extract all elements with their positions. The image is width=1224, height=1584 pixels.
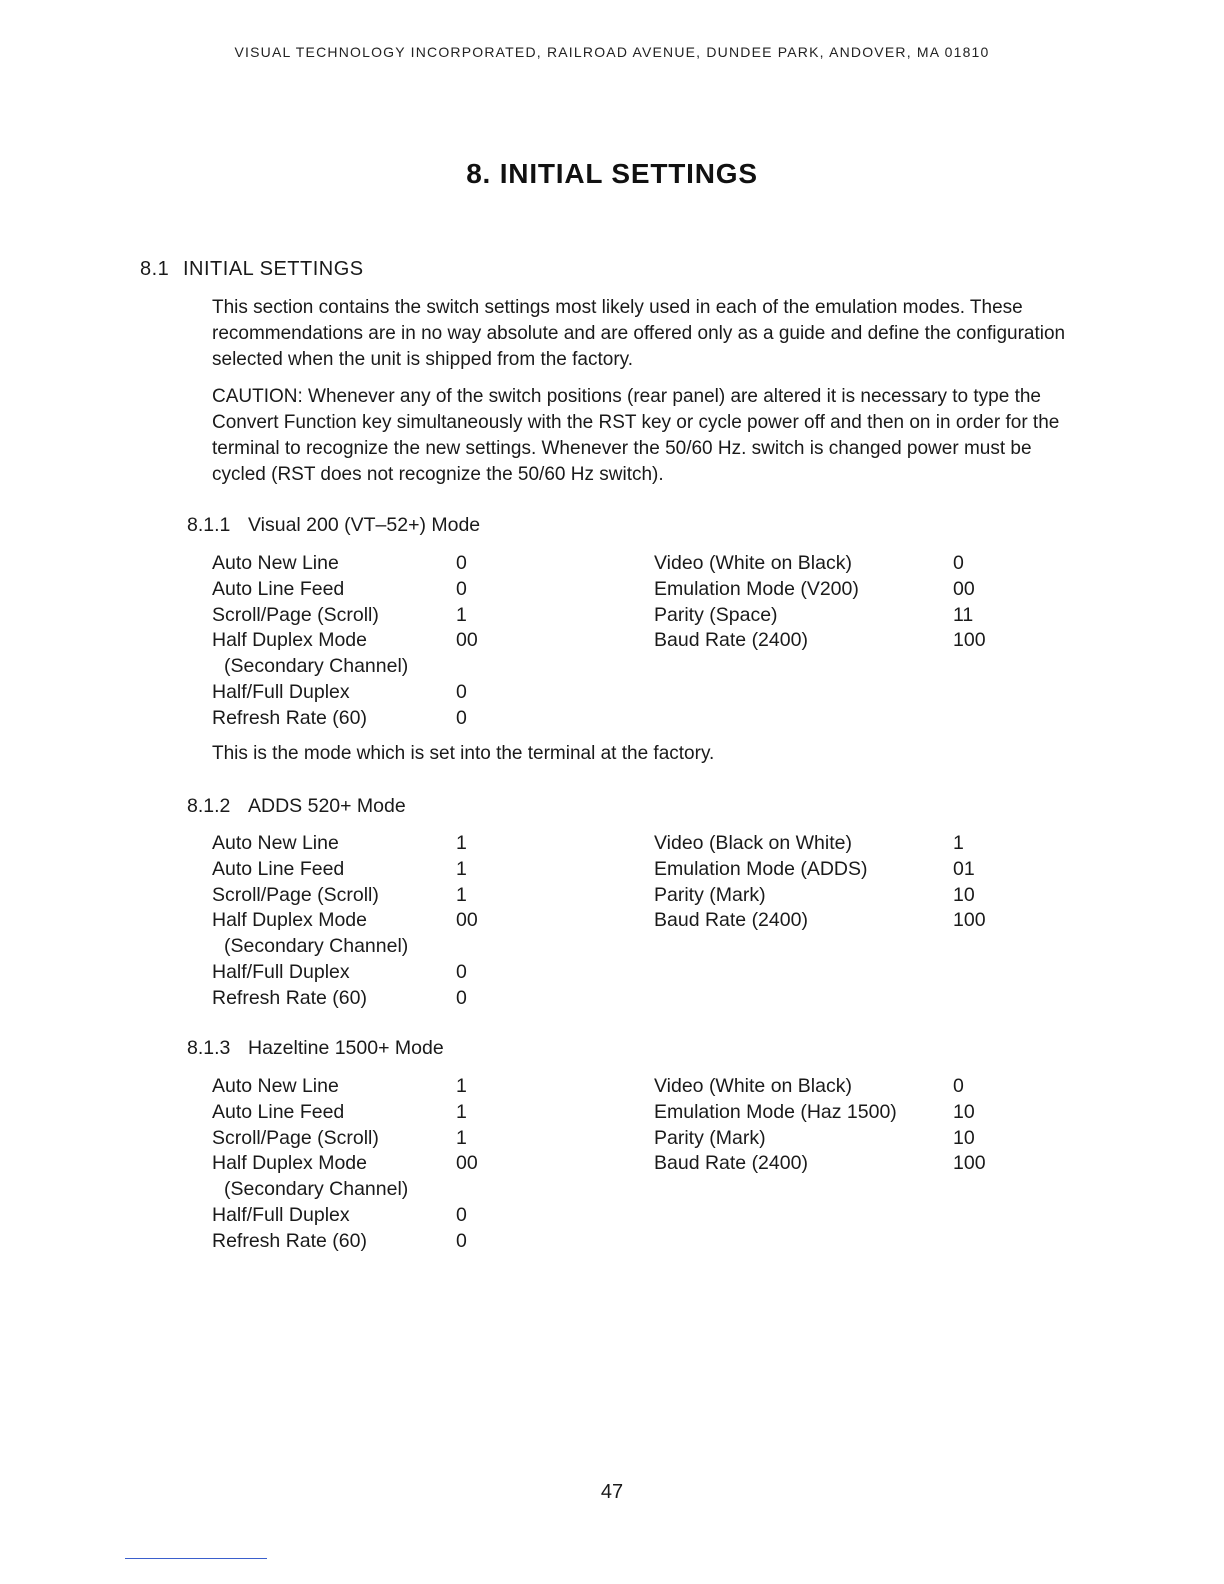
setting-label: Half/Full Duplex (212, 680, 350, 703)
setting-value: 100 (953, 1152, 986, 1175)
setting-value: 100 (953, 909, 986, 932)
left-labels (212, 1074, 442, 1255)
setting-label: (Secondary Channel) (224, 1178, 409, 1201)
setting-value: 01 (953, 857, 975, 880)
setting-label: Scroll/Page (Scroll) (212, 1126, 379, 1149)
right-values (953, 831, 1033, 934)
setting-label: Refresh Rate (60) (212, 706, 367, 729)
setting-value: 00 (456, 629, 478, 652)
setting-value: 10 (953, 883, 975, 906)
mode-heading-visual-200 (187, 514, 480, 537)
right-labels (654, 831, 944, 934)
setting-label: Auto New Line (212, 1075, 339, 1097)
setting-value: 0 (456, 577, 467, 600)
setting-value: 00 (953, 577, 975, 600)
setting-label: Parity (Mark) (654, 1126, 766, 1149)
setting-value (456, 654, 536, 680)
setting-label: (Secondary Channel) (224, 935, 409, 958)
setting-label: Auto Line Feed (212, 1100, 345, 1123)
setting-label: Baud Rate (2400) (654, 1152, 808, 1175)
mode-title: ADDS 520+ Mode (248, 795, 406, 817)
caution-paragraph (212, 384, 1072, 488)
setting-label: Parity (Mark) (654, 883, 766, 906)
section-title: INITIAL SETTINGS (183, 258, 364, 280)
section-number: 8.1 (140, 258, 170, 280)
setting-value: 1 (456, 857, 467, 880)
setting-value: 0 (456, 960, 467, 983)
setting-label: Baud Rate (2400) (654, 909, 808, 932)
setting-value: 11 (953, 603, 974, 626)
setting-label: Video (Black on White) (654, 832, 852, 854)
setting-label: Baud Rate (2400) (654, 629, 808, 652)
page-number: 47 (600, 1481, 624, 1503)
chapter-title: 8. INITIAL SETTINGS (466, 158, 758, 189)
mode-number: 8.1.2 (187, 795, 231, 817)
mode-title: Visual 200 (VT–52+) Mode (248, 514, 481, 536)
setting-value: 1 (456, 883, 467, 906)
setting-label: Emulation Mode (V200) (654, 577, 859, 600)
setting-label: Half/Full Duplex (212, 1203, 350, 1226)
setting-value: 0 (456, 552, 467, 574)
page-header: VISUAL TECHNOLOGY INCORPORATED, RAILROAD AVENUE, DUNDEE PARK, ANDOVER, MA 01810 (234, 44, 990, 60)
setting-label: Half Duplex Mode (212, 1152, 367, 1175)
setting-value: 1 (456, 1075, 467, 1097)
setting-label: Auto Line Feed (212, 857, 345, 880)
setting-label: Half Duplex Mode (212, 909, 367, 932)
setting-label: Scroll/Page (Scroll) (212, 883, 379, 906)
setting-value: 10 (953, 1100, 975, 1123)
right-labels (654, 1074, 944, 1177)
setting-label: Auto New Line (212, 552, 339, 574)
setting-value: 1 (456, 832, 467, 854)
setting-value: 0 (953, 552, 964, 574)
setting-value: 0 (456, 986, 467, 1009)
setting-value: 1 (456, 1126, 467, 1149)
setting-value: 00 (456, 1152, 478, 1175)
factory-mode-note: This is the mode which is set into the terminal at the factory. (212, 743, 715, 764)
setting-value: 0 (953, 1075, 964, 1097)
setting-label: Emulation Mode (ADDS) (654, 857, 868, 880)
setting-value: 0 (456, 680, 467, 703)
setting-label: Scroll/Page (Scroll) (212, 603, 379, 626)
setting-value (456, 934, 536, 960)
intro-paragraph (212, 295, 1072, 373)
setting-value: 00 (456, 909, 478, 932)
setting-value: 10 (953, 1126, 975, 1149)
mode-number: 8.1.3 (187, 1037, 231, 1059)
setting-value: 0 (456, 1229, 467, 1252)
setting-label: Half Duplex Mode (212, 629, 367, 652)
left-values (456, 1074, 536, 1255)
setting-label: Video (White on Black) (654, 552, 852, 574)
setting-value: 0 (456, 706, 467, 729)
right-values (953, 1074, 1033, 1177)
left-labels (212, 551, 442, 732)
setting-value: 1 (456, 603, 467, 626)
mode-title: Hazeltine 1500+ Mode (248, 1037, 444, 1059)
mode-heading-adds-520 (187, 795, 406, 818)
setting-value: 1 (953, 832, 964, 854)
mode-number: 8.1.1 (187, 514, 231, 536)
setting-label: Auto New Line (212, 832, 339, 854)
footer-rule (125, 1558, 267, 1559)
setting-label: Refresh Rate (60) (212, 1229, 367, 1252)
setting-value: 1 (456, 1100, 467, 1123)
setting-label: Half/Full Duplex (212, 960, 350, 983)
setting-label: Video (White on Black) (654, 1075, 852, 1097)
setting-value (456, 1177, 536, 1203)
left-values (456, 551, 536, 732)
setting-label: (Secondary Channel) (224, 655, 409, 678)
setting-label: Emulation Mode (Haz 1500) (654, 1100, 897, 1123)
mode-heading-hazeltine-1500 (187, 1037, 444, 1060)
setting-label: Refresh Rate (60) (212, 986, 367, 1009)
setting-value: 100 (953, 629, 986, 652)
paragraph-text: CAUTION: Whenever any of the switch positions (rear panel) are altered it is necessary to type the Convert Function key simultaneously with the RST key or cycle power off and then on in order for the terminal to recognize the new settings. Whenever the 50/60 Hz. switch is changed power must be cycled (RST does not recognize the 50/60 Hz switch). (212, 386, 1060, 485)
setting-label: Auto Line Feed (212, 577, 345, 600)
setting-label: Parity (Space) (654, 603, 778, 626)
section-heading (140, 258, 364, 281)
right-values (953, 551, 1033, 654)
right-labels (654, 551, 944, 654)
setting-value: 0 (456, 1203, 467, 1226)
left-labels (212, 831, 442, 1012)
paragraph-text: This section contains the switch settings most likely used in each of the emulation modes. These recommendations are in no way absolute and are offered only as a guide and define the configuration selected when the unit is shipped from the factory. (212, 297, 1066, 370)
left-values (456, 831, 536, 1012)
